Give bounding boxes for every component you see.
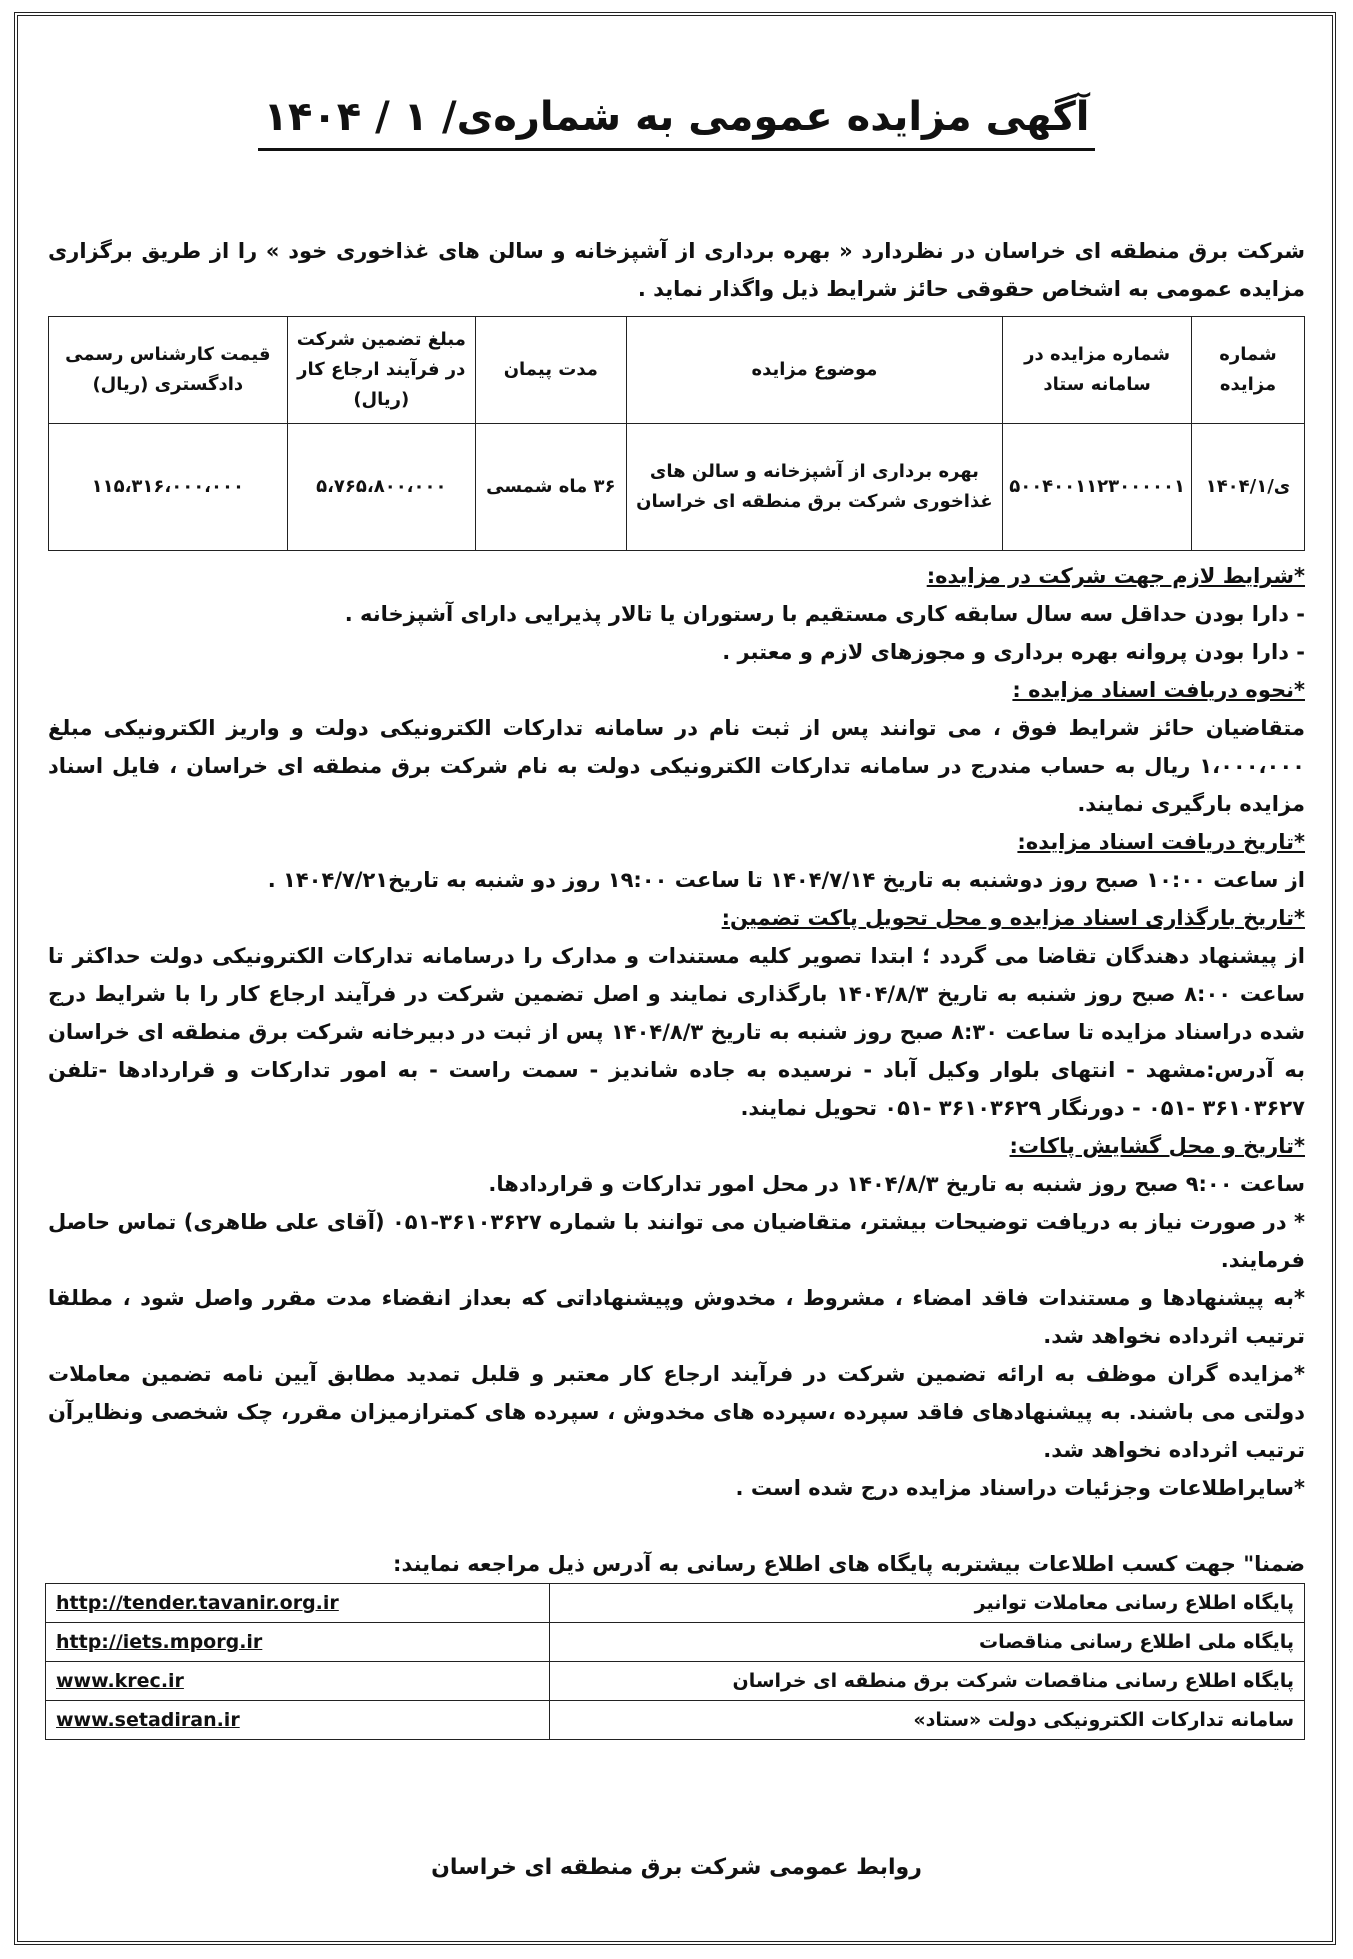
date-text: از ساعت ۱۰:۰۰ صبح روز دوشنبه به تاریخ ۱۴۰۴/۷/۱۴ تا ساعت ۱۹:۰۰ روز دو شنبه به تاریخ۱۴۰۴/۷/۲۱ . — [267, 868, 1305, 892]
condition-2: - دارا بودن پروانه بهره برداری و مجوزهای لازم و معتبر . — [722, 640, 1305, 664]
receive-text: متقاضیان حائز شرایط فوق ، می توانند پس از ثبت نام در سامانه تدارکات الکترونیکی دولت و واریز الکترونیکی مبلغ ۱،۰۰۰،۰۰۰ ریال به حساب مندرج در سامانه تدارکات الکترونیکی دولت به نام شرکت برق منطقه ای خراسان ، فایل اسناد مزایده بارگیری نمایند. — [48, 716, 1305, 816]
cell-subject: بهره برداری از آشپزخانه و سالن های غذاخوری شرکت برق منطقه ای خراسان — [626, 424, 1003, 551]
header-setad-number: شماره مزایده در سامانه ستاد — [1003, 317, 1192, 424]
cell-duration: ۳۶ ماه شمسی — [475, 424, 626, 551]
note-invalid-bids: *به پیشنهادها و مستندات فاقد امضاء ، مشروط ، مخدوش وپیشنهاداتی که بعداز انقضاء مدت مقرر واصل شود ، مطلقا ترتیب اثرداده نخواهد شد. — [48, 1286, 1305, 1348]
note-contact: * در صورت نیاز به دریافت توضیحات بیشتر، متقاضیان می توانند با شماره ۳۶۱۰۳۶۲۷-۰۵۱ (آقای علی طاهری) تماس حاصل فرمایند. — [48, 1210, 1305, 1272]
link-url-krec[interactable]: www.krec.ir — [46, 1662, 550, 1701]
header-guarantee: مبلغ تضمین شرکت در فرآیند ارجاع کار (ریال) — [287, 317, 475, 424]
link-row — [46, 1701, 1305, 1740]
upload-heading: *تاریخ بارگذاری اسناد مزایده و محل تحویل پاکت تضمین: — [721, 906, 1305, 930]
conditions-heading: *شرایط لازم جهت شرکت در مزایده: — [926, 564, 1305, 588]
cell-auction-number: ی/۱۴۰۴/۱ — [1192, 424, 1305, 551]
link-row — [46, 1662, 1305, 1701]
link-url-iets[interactable]: http://iets.mporg.ir — [46, 1623, 550, 1662]
links-table — [45, 1583, 1305, 1740]
opening-text: ساعت ۹:۰۰ صبح روز شنبه به تاریخ ۱۴۰۴/۸/۳ در محل امور تدارکات و قراردادها. — [488, 1172, 1305, 1196]
link-label: پایگاه ملی اطلاع رسانی مناقصات — [549, 1623, 1304, 1662]
link-label: سامانه تدارکات الکترونیکی دولت «ستاد» — [549, 1701, 1304, 1740]
link-row — [46, 1623, 1305, 1662]
cell-expert-price: ۱۱۵،۳۱۶،۰۰۰،۰۰۰ — [49, 424, 288, 551]
auction-table — [48, 316, 1305, 551]
links-intro: ضمنا" جهت کسب اطلاعات بیشتربه پایگاه های اطلاع رسانی به آدرس ذیل مراجعه نمایند: — [393, 1552, 1305, 1576]
notice-title-wrap — [0, 94, 1353, 151]
note-guarantee: *مزایده گران موظف به ارائه تضمین شرکت در فرآیند ارجاع کار معتبر و قلبل تمدید مطابق آیین نامه تضمین معاملات دولتی می باشند. به پیشنهادهای فاقد سپرده ،سپرده های مخدوش ، سپرده های کمترازمیزان مقرر، چک شخصی ونظایرآن ترتیب اثرداده نخواهد شد. — [48, 1362, 1305, 1462]
link-url-setad[interactable]: www.setadiran.ir — [46, 1701, 550, 1740]
link-label: پایگاه اطلاع رسانی معاملات توانیر — [549, 1584, 1304, 1623]
link-url-tavanir[interactable]: http://tender.tavanir.org.ir — [46, 1584, 550, 1623]
date-heading: *تاریخ دریافت اسناد مزایده: — [1017, 830, 1305, 854]
receive-heading: *نحوه دریافت اسناد مزایده : — [1012, 678, 1305, 702]
upload-text: از پیشنهاد دهندگان تقاضا می گردد ؛ ابتدا تصویر کلیه مستندات و مدارک را درسامانه تدارکات الکترونیکی دولت حداکثر تا ساعت ۸:۰۰ صبح روز شنبه به تاریخ ۱۴۰۴/۸/۳ بارگذاری نمایند و اصل تضمین شرکت در فرآیند ارجاع کار را با شرایط درج شده دراسناد مزایده تا ساعت ۸:۳۰ صبح روز شنبه به تاریخ ۱۴۰۴/۸/۳ پس از ثبت در دبیرخانه شرکت برق منطقه ای خراسان به آدرس:مشهد - انتهای بلوار وکیل آباد - نرسیده به جاده شاندیز - سمت راست - به امور تدارکات و قراردادها -تلفن ۳۶۱۰۳۶۲۷ -۰۵۱ - دورنگار ۳۶۱۰۳۶۲۹ -۰۵۱ تحویل نمایند. — [48, 944, 1305, 1120]
header-duration: مدت پیمان — [475, 317, 626, 424]
notice-body — [48, 232, 1305, 1740]
cell-guarantee: ۵،۷۶۵،۸۰۰،۰۰۰ — [287, 424, 475, 551]
spacer — [48, 1507, 1305, 1545]
cell-setad-number: ۵۰۰۴۰۰۱۱۲۳۰۰۰۰۰۱ — [1003, 424, 1192, 551]
note-other-info: *سایراطلاعات وجزئیات دراسناد مزایده درج شده است . — [735, 1476, 1305, 1500]
opening-heading: *تاریخ و محل گشایش پاکات: — [1009, 1134, 1305, 1158]
link-row — [46, 1584, 1305, 1623]
header-auction-number: شماره مزایده — [1192, 317, 1305, 424]
footer-signature: روابط عمومی شرکت برق منطقه ای خراسان — [431, 1855, 922, 1880]
table-row — [49, 424, 1305, 551]
intro-paragraph: شرکت برق منطقه ای خراسان در نظردارد « بهره برداری از آشپزخانه و سالن های غذاخوری خود » را از طریق برگزاری مزایده عمومی به اشخاص حقوقی حائز شرایط ذیل واگذار نماید . — [48, 239, 1305, 301]
page-title: آگهی مزایده عمومی به شماره‌ی/ ۱ / ۱۴۰۴ — [258, 94, 1096, 151]
link-label: پایگاه اطلاع رسانی مناقصات شرکت برق منطقه ای خراسان — [549, 1662, 1304, 1701]
header-subject: موضوع مزایده — [626, 317, 1003, 424]
condition-1: - دارا بودن حداقل سه سال سابقه کاری مستقیم با رستوران یا تالار پذیرایی دارای آشپزخانه . — [344, 602, 1305, 626]
table-header-row — [49, 317, 1305, 424]
header-expert-price: قیمت کارشناس رسمی دادگستری (ریال) — [49, 317, 288, 424]
